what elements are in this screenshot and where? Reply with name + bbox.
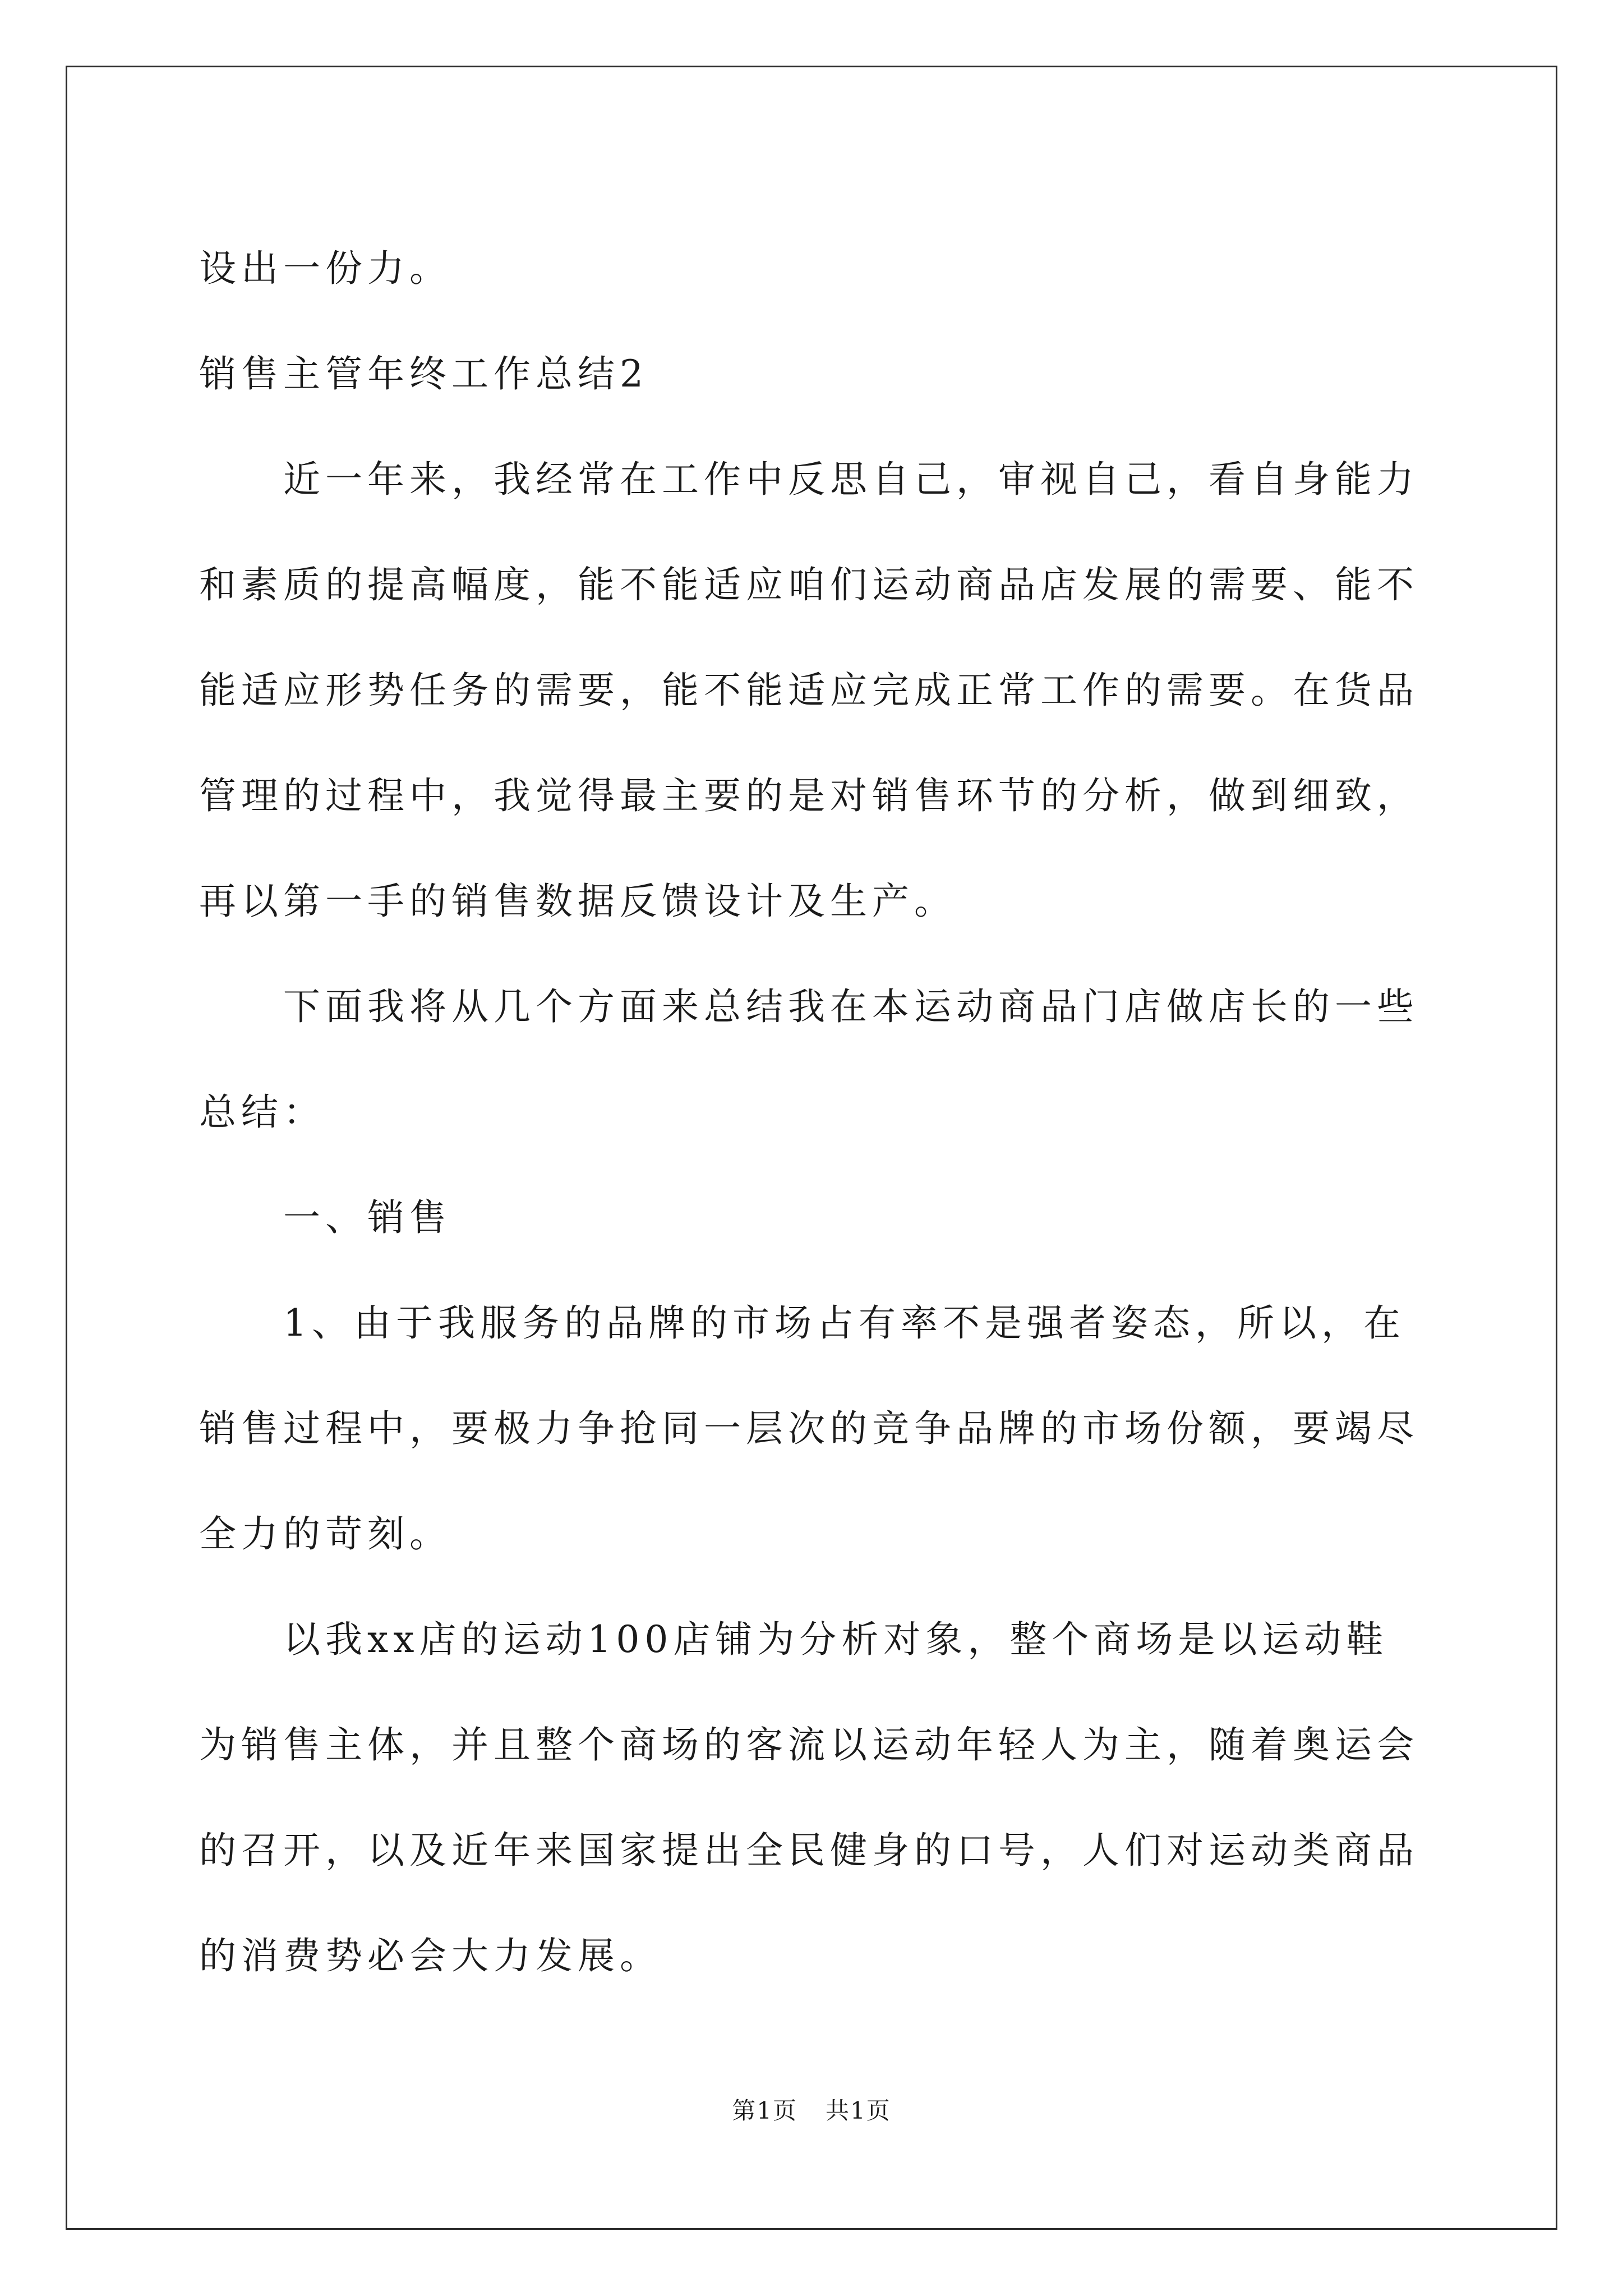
paragraph-intro: 近一年来，我经常在工作中反思自己，审视自己，看自身能力和素质的提高幅度，能不能适应咱们运动商品店发展的需要、能不能适应形势任务的需要，能不能适应完成正常工作的需要。在货品管理的过程中，我觉得最主要的是对销售环节的分析，做到细致，再以第一手的销售数据反馈设计及生产。 <box>199 458 1419 923</box>
document-body <box>199 216 1427 2009</box>
paragraph-point-1: 1、由于我服务的品牌的市场占有率不是强者姿态，所以，在销售过程中，要极力争抢同一层次的竞争品牌的市场份额，要竭尽全力的苛刻。 <box>199 1301 1419 1556</box>
section-title: 销售主管年终工作总结2 <box>199 352 648 395</box>
subheading-sales: 一、销售 <box>283 1196 451 1239</box>
paragraph-analysis: 以我xx店的运动100店铺为分析对象，整个商场是以运动鞋为销售主体，并且整个商场的客流以运动年轻人为主，随着奥运会的召开，以及近年来国家提出全民健身的口号，人们对运动类商品的消费势必会大力发展。 <box>199 1618 1419 1977</box>
page-total: 共1页 <box>826 2097 891 2124</box>
page-number: 第1页 <box>732 2097 797 2124</box>
paragraph-overview: 下面我将从几个方面来总结我在本运动商品门店做店长的一些总结： <box>199 985 1419 1134</box>
page-footer <box>0 2092 1623 2126</box>
paragraph-continuation: 设出一份力。 <box>199 247 451 290</box>
